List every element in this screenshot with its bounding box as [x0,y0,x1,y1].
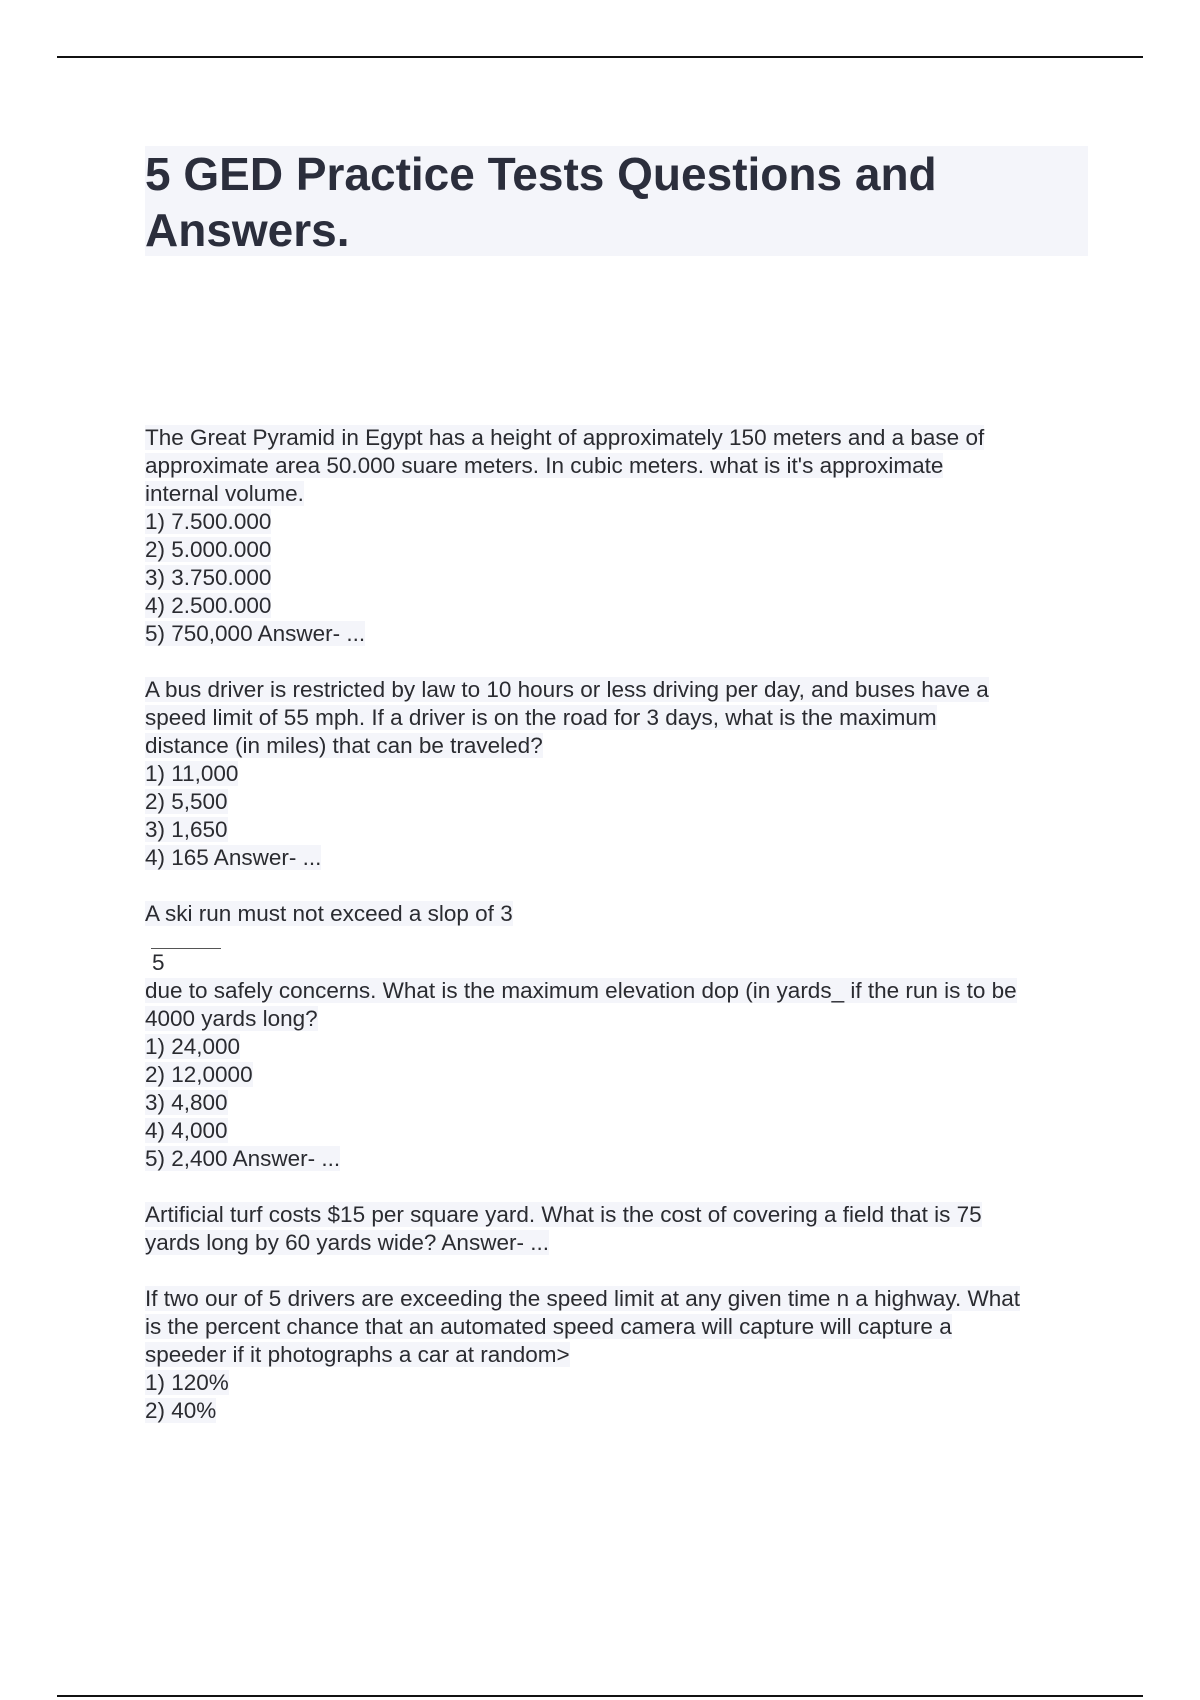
page-title: 5 GED Practice Tests Questions and Answers. [145,148,937,256]
question-4 [145,1201,1095,1257]
question-line: due to safely concerns. What is the maximum elevation dop (in yards_ if the run is to be [145,978,1017,1003]
question-2 [145,676,1095,872]
answer-option: 1) 24,000 [145,1034,241,1059]
question-list [145,424,1095,1453]
question-line: distance (in miles) that can be traveled? [145,733,543,758]
answer-option: 3) 3.750.000 [145,565,272,590]
top-rule [57,56,1143,58]
question-line: The Great Pyramid in Egypt has a height of approximately 150 meters and a base of [145,425,985,450]
answer-option: 5) 2,400 Answer- ... [145,1146,341,1171]
answer-option: 4) 4,000 [145,1118,228,1143]
answer-option: 3) 1,650 [145,817,228,842]
answer-option: 2) 40% [145,1398,217,1423]
question-line: yards long by 60 yards wide? Answer- ... [145,1230,549,1255]
question-3 [145,900,1095,1173]
answer-option: 2) 5,500 [145,789,228,814]
question-line: Artificial turf costs $15 per square yard. What is the cost of covering a field that is 75 [145,1202,982,1227]
question-5 [145,1285,1095,1425]
question-line: approximate area 50.000 suare meters. In cubic meters. what is it's approximate [145,453,944,478]
question-line: A ski run must not exceed a slop of 3 [145,901,513,926]
bottom-rule [57,1695,1143,1697]
question-line: speed limit of 55 mph. If a driver is on the road for 3 days, what is the maximum [145,705,937,730]
question-line: If two our of 5 drivers are exceeding the speed limit at any given time n a highway. What [145,1286,1021,1311]
answer-option: 2) 12,0000 [145,1062,253,1087]
fraction-denominator: 5 [152,950,165,975]
title-block [145,146,1088,256]
answer-option: 3) 4,800 [145,1090,228,1115]
question-line: internal volume. [145,481,304,506]
answer-option: 1) 120% [145,1370,229,1395]
answer-option: 1) 11,000 [145,761,239,786]
question-line: A bus driver is restricted by law to 10 hours or less driving per day, and buses have a [145,677,989,702]
answer-option: 2) 5.000.000 [145,537,272,562]
question-1 [145,424,1095,648]
question-line: 4000 yards long? [145,1006,318,1031]
answer-option: 5) 750,000 Answer- ... [145,621,366,646]
answer-option: 1) 7.500.000 [145,509,272,534]
question-line: speeder if it photographs a car at random> [145,1342,570,1367]
fraction-bar [151,934,221,949]
answer-option: 4) 165 Answer- ... [145,845,322,870]
answer-option: 4) 2.500.000 [145,593,272,618]
question-line: is the percent chance that an automated speed camera will capture will capture a [145,1314,952,1339]
